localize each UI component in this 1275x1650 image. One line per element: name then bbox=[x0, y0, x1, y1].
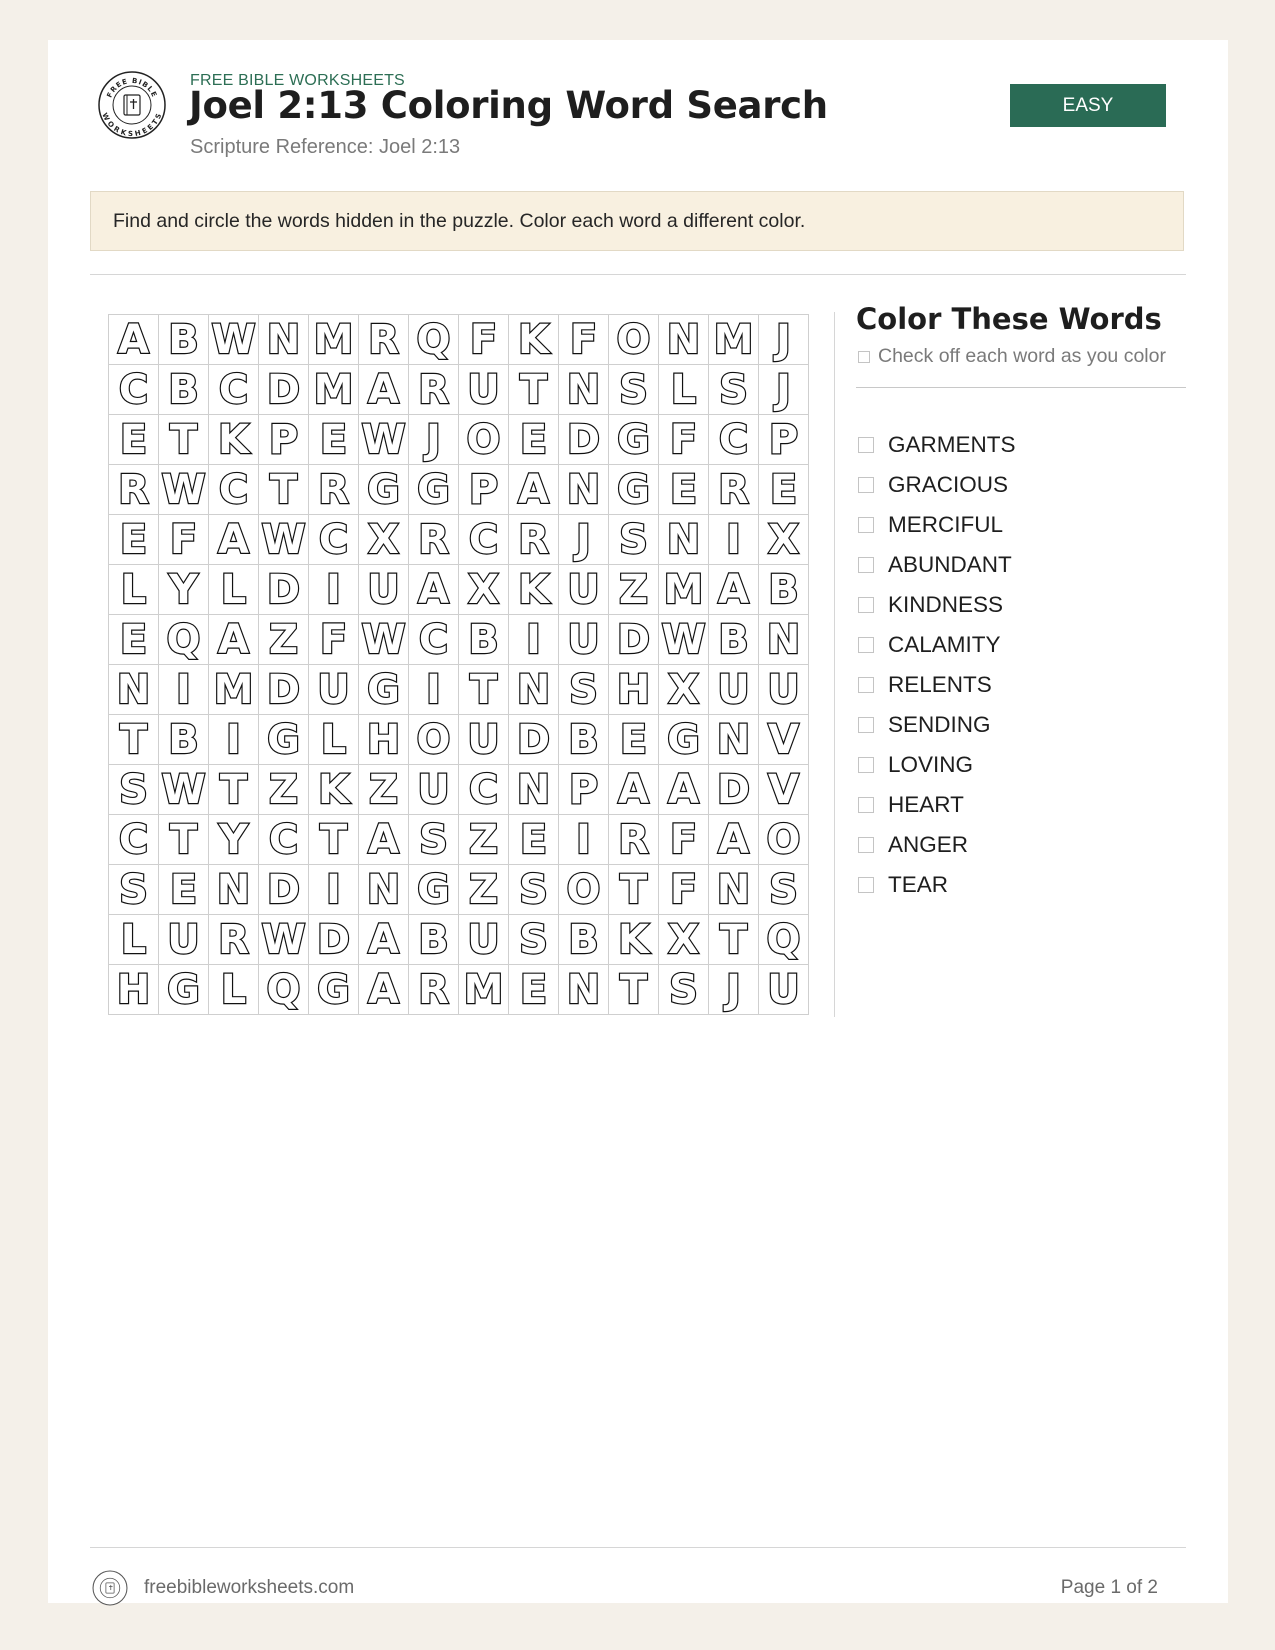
puzzle-cell[interactable]: U bbox=[759, 665, 809, 715]
puzzle-cell[interactable]: B bbox=[409, 915, 459, 965]
puzzle-cell[interactable]: F bbox=[659, 865, 709, 915]
puzzle-cell[interactable]: R bbox=[609, 815, 659, 865]
puzzle-cell[interactable]: T bbox=[259, 465, 309, 515]
bible-book-icon bbox=[124, 95, 140, 115]
puzzle-cell[interactable]: J bbox=[409, 415, 459, 465]
puzzle-cell[interactable]: O bbox=[559, 865, 609, 915]
word-label: GARMENTS bbox=[888, 432, 1016, 457]
puzzle-cell[interactable]: S bbox=[659, 965, 709, 1015]
puzzle-cell[interactable]: N bbox=[709, 715, 759, 765]
puzzle-cell[interactable]: D bbox=[509, 715, 559, 765]
puzzle-cell[interactable]: B bbox=[159, 365, 209, 415]
scripture-reference: Scripture Reference: Joel 2:13 bbox=[190, 136, 461, 158]
puzzle-cell[interactable]: H bbox=[359, 715, 409, 765]
puzzle-cell[interactable]: S bbox=[709, 365, 759, 415]
puzzle-cell[interactable]: Z bbox=[459, 815, 509, 865]
puzzle-cell[interactable]: G bbox=[609, 465, 659, 515]
puzzle-cell[interactable]: U bbox=[409, 765, 459, 815]
puzzle-cell[interactable]: M bbox=[709, 315, 759, 365]
puzzle-cell[interactable]: X bbox=[759, 515, 809, 565]
puzzle-cell[interactable]: R bbox=[409, 365, 459, 415]
puzzle-cell[interactable]: T bbox=[159, 815, 209, 865]
puzzle-cell[interactable]: S bbox=[109, 765, 159, 815]
puzzle-cell[interactable]: Q bbox=[259, 965, 309, 1015]
word-list-item bbox=[856, 665, 1016, 705]
puzzle-cell[interactable]: R bbox=[309, 465, 359, 515]
site-logo bbox=[97, 70, 167, 140]
puzzle-cell[interactable]: U bbox=[559, 565, 609, 615]
puzzle-cell[interactable]: S bbox=[509, 865, 559, 915]
puzzle-cell[interactable]: W bbox=[159, 765, 209, 815]
instructions-box bbox=[90, 191, 1184, 251]
puzzle-cell[interactable]: A bbox=[359, 365, 409, 415]
puzzle-cell[interactable]: Y bbox=[159, 565, 209, 615]
puzzle-cell[interactable]: G bbox=[259, 715, 309, 765]
puzzle-cell[interactable]: O bbox=[759, 815, 809, 865]
puzzle-cell[interactable]: Z bbox=[259, 615, 309, 665]
puzzle-cell[interactable]: Q bbox=[409, 315, 459, 365]
puzzle-cell[interactable]: T bbox=[309, 815, 359, 865]
puzzle-cell[interactable]: T bbox=[609, 965, 659, 1015]
puzzle-cell[interactable]: E bbox=[309, 415, 359, 465]
puzzle-cell[interactable]: D bbox=[609, 615, 659, 665]
puzzle-cell[interactable]: R bbox=[709, 465, 759, 515]
footer-divider bbox=[90, 1547, 1186, 1548]
puzzle-cell[interactable]: D bbox=[709, 765, 759, 815]
footer-bible-icon bbox=[106, 1583, 114, 1593]
word-list-item bbox=[856, 585, 1016, 625]
word-label: SENDING bbox=[888, 712, 991, 737]
puzzle-cell[interactable]: A bbox=[359, 965, 409, 1015]
puzzle-cell[interactable]: L bbox=[209, 965, 259, 1015]
puzzle-cell[interactable]: K bbox=[609, 915, 659, 965]
puzzle-cell[interactable]: T bbox=[209, 765, 259, 815]
puzzle-cell[interactable]: E bbox=[659, 465, 709, 515]
word-list-divider bbox=[856, 387, 1186, 388]
word-list-hint bbox=[858, 345, 1166, 368]
puzzle-cell[interactable]: D bbox=[259, 365, 309, 415]
puzzle-cell[interactable]: A bbox=[709, 815, 759, 865]
word-list-item bbox=[856, 505, 1016, 545]
puzzle-cell[interactable]: L bbox=[109, 565, 159, 615]
puzzle-cell[interactable]: R bbox=[209, 915, 259, 965]
word-list-item bbox=[856, 745, 1016, 785]
puzzle-cell[interactable]: W bbox=[259, 915, 309, 965]
puzzle-cell[interactable]: Q bbox=[759, 915, 809, 965]
puzzle-cell[interactable]: X bbox=[659, 915, 709, 965]
word-list-hint-text: Check off each word as you color bbox=[878, 345, 1166, 367]
puzzle-cell[interactable]: A bbox=[359, 915, 409, 965]
puzzle-cell[interactable]: P bbox=[559, 765, 609, 815]
puzzle-cell[interactable]: A bbox=[109, 315, 159, 365]
word-list-item bbox=[856, 425, 1016, 465]
puzzle-cell[interactable]: B bbox=[709, 615, 759, 665]
puzzle-cell[interactable]: T bbox=[459, 665, 509, 715]
puzzle-cell[interactable]: M bbox=[659, 565, 709, 615]
word-list-item bbox=[856, 825, 1016, 865]
puzzle-cell[interactable]: T bbox=[109, 715, 159, 765]
word-checkbox[interactable] bbox=[858, 717, 874, 733]
puzzle-cell[interactable]: F bbox=[159, 515, 209, 565]
puzzle-cell[interactable]: L bbox=[659, 365, 709, 415]
footer-logo bbox=[92, 1570, 128, 1606]
puzzle-cell[interactable]: C bbox=[209, 465, 259, 515]
puzzle-cell[interactable]: N bbox=[659, 315, 709, 365]
puzzle-cell[interactable]: S bbox=[609, 515, 659, 565]
puzzle-cell[interactable]: K bbox=[209, 415, 259, 465]
puzzle-cell[interactable]: R bbox=[359, 315, 409, 365]
puzzle-cell[interactable]: F bbox=[459, 315, 509, 365]
puzzle-cell[interactable]: G bbox=[309, 965, 359, 1015]
puzzle-cell[interactable]: K bbox=[309, 765, 359, 815]
word-checkbox[interactable] bbox=[858, 757, 874, 773]
puzzle-cell[interactable]: B bbox=[459, 615, 509, 665]
puzzle-cell[interactable]: W bbox=[159, 465, 209, 515]
puzzle-cell[interactable]: C bbox=[259, 815, 309, 865]
puzzle-cell[interactable]: A bbox=[209, 615, 259, 665]
puzzle-cell[interactable]: A bbox=[659, 765, 709, 815]
puzzle-cell[interactable]: W bbox=[209, 315, 259, 365]
puzzle-cell[interactable]: E bbox=[109, 415, 159, 465]
puzzle-cell[interactable]: L bbox=[209, 565, 259, 615]
puzzle-cell[interactable]: L bbox=[309, 715, 359, 765]
panel-divider bbox=[834, 312, 835, 1017]
logo-text-top: FREE BIBLE bbox=[105, 76, 159, 99]
puzzle-cell[interactable]: U bbox=[309, 665, 359, 715]
word-label: CALAMITY bbox=[888, 632, 1001, 657]
puzzle-cell[interactable]: F bbox=[559, 315, 609, 365]
puzzle-cell[interactable]: S bbox=[109, 865, 159, 915]
puzzle-cell[interactable]: M bbox=[309, 315, 359, 365]
puzzle-cell[interactable]: U bbox=[759, 965, 809, 1015]
puzzle-cell[interactable]: C bbox=[459, 765, 509, 815]
puzzle-cell[interactable]: K bbox=[509, 565, 559, 615]
footer-site-link[interactable]: freebibleworksheets.com bbox=[144, 1577, 355, 1598]
puzzle-cell[interactable]: P bbox=[459, 465, 509, 515]
puzzle-cell[interactable]: A bbox=[209, 515, 259, 565]
word-label: MERCIFUL bbox=[888, 512, 1004, 537]
word-label: HEART bbox=[888, 792, 964, 817]
puzzle-cell[interactable]: O bbox=[609, 315, 659, 365]
puzzle-cell[interactable]: I bbox=[309, 565, 359, 615]
puzzle-cell[interactable]: Z bbox=[259, 765, 309, 815]
puzzle-cell[interactable]: G bbox=[659, 715, 709, 765]
puzzle-cell[interactable]: Q bbox=[159, 615, 209, 665]
puzzle-cell[interactable]: J bbox=[709, 965, 759, 1015]
puzzle-cell[interactable]: D bbox=[309, 915, 359, 965]
word-list-item bbox=[856, 705, 1016, 745]
puzzle-cell[interactable]: N bbox=[759, 615, 809, 665]
puzzle-cell[interactable]: C bbox=[709, 415, 759, 465]
puzzle-cell[interactable]: T bbox=[609, 865, 659, 915]
word-list bbox=[856, 425, 1016, 905]
puzzle-cell[interactable]: I bbox=[409, 665, 459, 715]
puzzle-cell[interactable]: E bbox=[109, 615, 159, 665]
word-checkbox[interactable] bbox=[858, 597, 874, 613]
puzzle-cell[interactable]: N bbox=[359, 865, 409, 915]
word-label: RELENTS bbox=[888, 672, 992, 697]
puzzle-cell[interactable]: P bbox=[759, 415, 809, 465]
puzzle-cell[interactable]: Z bbox=[359, 765, 409, 815]
instructions-text: Find and circle the words hidden in the puzzle. Color each word a different color. bbox=[113, 209, 806, 232]
puzzle-cell[interactable]: X bbox=[659, 665, 709, 715]
puzzle-cell[interactable]: G bbox=[159, 965, 209, 1015]
puzzle-cell[interactable]: N bbox=[559, 465, 609, 515]
puzzle-cell[interactable]: K bbox=[509, 315, 559, 365]
word-label: ANGER bbox=[888, 832, 969, 857]
puzzle-cell[interactable]: N bbox=[109, 665, 159, 715]
puzzle-cell[interactable]: W bbox=[659, 615, 709, 665]
puzzle-cell[interactable]: M bbox=[309, 365, 359, 415]
puzzle-cell[interactable]: D bbox=[559, 415, 609, 465]
puzzle-cell[interactable]: E bbox=[159, 865, 209, 915]
puzzle-cell[interactable]: U bbox=[459, 915, 509, 965]
word-checkbox[interactable] bbox=[858, 477, 874, 493]
puzzle-cell[interactable]: B bbox=[159, 715, 209, 765]
puzzle-cell[interactable]: U bbox=[559, 615, 609, 665]
puzzle-cell[interactable]: G bbox=[359, 465, 409, 515]
word-checkbox[interactable] bbox=[858, 677, 874, 693]
puzzle-cell[interactable]: E bbox=[509, 965, 559, 1015]
puzzle-cell[interactable]: A bbox=[509, 465, 559, 515]
word-label: GRACIOUS bbox=[888, 472, 1009, 497]
puzzle-cell[interactable]: S bbox=[609, 365, 659, 415]
puzzle-cell[interactable]: N bbox=[509, 665, 559, 715]
puzzle-cell[interactable]: A bbox=[609, 765, 659, 815]
puzzle-cell[interactable]: L bbox=[109, 915, 159, 965]
puzzle-cell[interactable]: J bbox=[759, 315, 809, 365]
puzzle-cell[interactable]: A bbox=[359, 815, 409, 865]
puzzle-cell[interactable]: C bbox=[109, 815, 159, 865]
puzzle-cell[interactable]: S bbox=[759, 865, 809, 915]
puzzle-cell[interactable]: O bbox=[409, 715, 459, 765]
puzzle-cell[interactable]: P bbox=[259, 415, 309, 465]
puzzle-cell[interactable]: F bbox=[659, 415, 709, 465]
puzzle-cell[interactable]: F bbox=[659, 815, 709, 865]
puzzle-cell[interactable]: W bbox=[359, 415, 409, 465]
word-label: KINDNESS bbox=[888, 592, 1004, 617]
puzzle-cell[interactable]: G bbox=[359, 665, 409, 715]
puzzle-cell[interactable]: N bbox=[559, 365, 609, 415]
puzzle-cell[interactable]: U bbox=[159, 915, 209, 965]
word-search-grid[interactable] bbox=[108, 314, 809, 1015]
word-label: LOVING bbox=[888, 752, 974, 777]
puzzle-cell[interactable]: R bbox=[409, 965, 459, 1015]
puzzle-cell[interactable]: I bbox=[509, 615, 559, 665]
puzzle-cell[interactable]: E bbox=[109, 515, 159, 565]
puzzle-cell[interactable]: T bbox=[159, 415, 209, 465]
puzzle-cell[interactable]: C bbox=[309, 515, 359, 565]
puzzle-cell[interactable]: S bbox=[509, 915, 559, 965]
puzzle-cell[interactable]: T bbox=[509, 365, 559, 415]
puzzle-cell[interactable]: E bbox=[509, 415, 559, 465]
puzzle-cell[interactable]: E bbox=[609, 715, 659, 765]
puzzle-cell[interactable]: I bbox=[209, 715, 259, 765]
puzzle-cell[interactable]: B bbox=[759, 565, 809, 615]
puzzle-cell[interactable]: Z bbox=[459, 865, 509, 915]
word-checkbox[interactable] bbox=[858, 517, 874, 533]
puzzle-cell[interactable]: R bbox=[509, 515, 559, 565]
puzzle-cell[interactable]: D bbox=[259, 565, 309, 615]
puzzle-cell[interactable]: N bbox=[509, 765, 559, 815]
puzzle-cell[interactable]: G bbox=[409, 465, 459, 515]
puzzle-cell[interactable]: N bbox=[259, 315, 309, 365]
puzzle-cell[interactable]: C bbox=[109, 365, 159, 415]
difficulty-badge: EASY bbox=[1010, 84, 1166, 127]
page-title: Joel 2:13 Coloring Word Search bbox=[189, 84, 828, 127]
puzzle-cell[interactable]: N bbox=[709, 865, 759, 915]
puzzle-cell[interactable]: U bbox=[459, 365, 509, 415]
puzzle-cell[interactable]: U bbox=[459, 715, 509, 765]
header-divider bbox=[90, 274, 1186, 275]
puzzle-cell[interactable]: U bbox=[709, 665, 759, 715]
puzzle-cell[interactable]: C bbox=[409, 615, 459, 665]
puzzle-cell[interactable]: V bbox=[759, 715, 809, 765]
puzzle-cell[interactable]: W bbox=[259, 515, 309, 565]
word-checkbox[interactable] bbox=[858, 557, 874, 573]
puzzle-cell[interactable]: J bbox=[559, 515, 609, 565]
word-list-item bbox=[856, 625, 1016, 665]
puzzle-cell[interactable]: N bbox=[659, 515, 709, 565]
puzzle-cell[interactable]: W bbox=[359, 615, 409, 665]
puzzle-cell[interactable]: H bbox=[109, 965, 159, 1015]
puzzle-cell[interactable]: X bbox=[359, 515, 409, 565]
puzzle-cell[interactable]: V bbox=[759, 765, 809, 815]
word-checkbox[interactable] bbox=[858, 797, 874, 813]
puzzle-cell[interactable]: Z bbox=[609, 565, 659, 615]
puzzle-cell[interactable]: O bbox=[459, 415, 509, 465]
puzzle-cell[interactable]: J bbox=[759, 365, 809, 415]
word-checkbox[interactable] bbox=[858, 837, 874, 853]
puzzle-cell[interactable]: G bbox=[609, 415, 659, 465]
puzzle-cell[interactable]: C bbox=[459, 515, 509, 565]
word-list-item bbox=[856, 465, 1016, 505]
word-list-title: Color These Words bbox=[856, 302, 1162, 336]
puzzle-cell[interactable]: B bbox=[159, 315, 209, 365]
puzzle-cell[interactable]: I bbox=[709, 515, 759, 565]
puzzle-cell[interactable]: I bbox=[159, 665, 209, 715]
puzzle-cell[interactable]: Y bbox=[209, 815, 259, 865]
logo-text-bottom: WORKSHEETS bbox=[100, 111, 164, 139]
worksheet-page bbox=[48, 40, 1228, 1603]
puzzle-cell[interactable]: N bbox=[559, 965, 609, 1015]
puzzle-cell[interactable]: F bbox=[309, 615, 359, 665]
puzzle-cell[interactable]: X bbox=[459, 565, 509, 615]
puzzle-cell[interactable]: R bbox=[409, 515, 459, 565]
word-label: ABUNDANT bbox=[888, 552, 1012, 577]
word-checkbox[interactable] bbox=[858, 437, 874, 453]
page-number: Page 1 of 2 bbox=[1060, 1577, 1158, 1598]
word-label: TEAR bbox=[888, 872, 949, 897]
puzzle-cell[interactable]: S bbox=[409, 815, 459, 865]
puzzle-cell[interactable]: A bbox=[709, 565, 759, 615]
puzzle-cell[interactable]: S bbox=[559, 665, 609, 715]
puzzle-cell[interactable]: I bbox=[559, 815, 609, 865]
puzzle-cell[interactable]: A bbox=[409, 565, 459, 615]
puzzle-cell[interactable]: R bbox=[109, 465, 159, 515]
puzzle-cell[interactable]: M bbox=[209, 665, 259, 715]
puzzle-cell[interactable]: E bbox=[509, 815, 559, 865]
puzzle-cell[interactable]: I bbox=[309, 865, 359, 915]
puzzle-cell[interactable]: H bbox=[609, 665, 659, 715]
puzzle-cell[interactable]: N bbox=[209, 865, 259, 915]
puzzle-cell[interactable]: C bbox=[209, 365, 259, 415]
puzzle-cell[interactable]: B bbox=[559, 715, 609, 765]
word-checkbox[interactable] bbox=[858, 637, 874, 653]
word-list-item bbox=[856, 545, 1016, 585]
word-list-item bbox=[856, 865, 1016, 905]
puzzle-cell[interactable]: B bbox=[559, 915, 609, 965]
puzzle-cell[interactable]: D bbox=[259, 865, 309, 915]
puzzle-cell[interactable]: E bbox=[759, 465, 809, 515]
puzzle-cell[interactable]: T bbox=[709, 915, 759, 965]
puzzle-cell[interactable]: G bbox=[409, 865, 459, 915]
puzzle-cell[interactable]: D bbox=[259, 665, 309, 715]
puzzle-cell[interactable]: M bbox=[459, 965, 509, 1015]
puzzle-cell[interactable]: U bbox=[359, 565, 409, 615]
word-checkbox[interactable] bbox=[858, 877, 874, 893]
brand-name: FREE BIBLE WORKSHEETS bbox=[190, 72, 405, 89]
word-list-item bbox=[856, 785, 1016, 825]
hint-checkbox-icon bbox=[858, 351, 870, 363]
